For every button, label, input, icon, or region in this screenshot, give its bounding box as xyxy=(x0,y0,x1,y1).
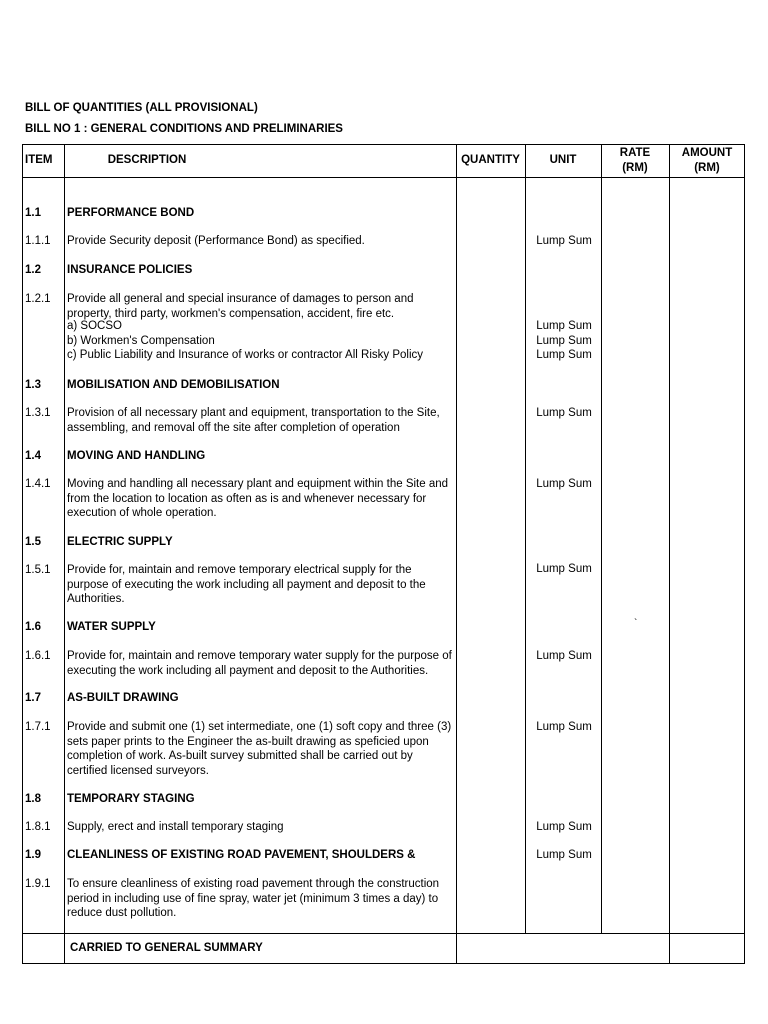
column-header-quantity: QUANTITY xyxy=(461,154,520,166)
item-description: To ensure cleanliness of existing road pavement through the construction period in including use of fine spray, water jet (minimum 3 times a day) to reduce dust pollution. xyxy=(67,878,440,919)
item-number: 1.4.1 xyxy=(25,478,51,490)
item-description: Provide for, maintain and remove temporary electrical supply for the purpose of executing the work including all payment and deposit to the Authorities. xyxy=(67,564,426,605)
item-number: 1.2 xyxy=(25,264,41,276)
section-heading: AS-BUILT DRAWING xyxy=(67,692,179,704)
footer-divider xyxy=(22,933,745,934)
section-heading: MOVING AND HANDLING xyxy=(67,450,206,462)
item-unit: Lump Sum xyxy=(536,320,592,332)
section-heading: ELECTRIC SUPPLY xyxy=(67,536,173,548)
rate-label: RATE xyxy=(619,147,651,159)
item-number: 1.1 xyxy=(25,207,41,219)
item-number: 1.2.1 xyxy=(25,293,51,305)
carried-to-summary-label: CARRIED TO GENERAL SUMMARY xyxy=(70,942,263,954)
col-divider-rate xyxy=(669,144,670,964)
item-number: 1.7 xyxy=(25,692,41,704)
item-description: Moving and handling all necessary plant and equipment within the Site and from the location to location as often as is and whenever necessary for execution of whole operation. xyxy=(67,478,449,519)
item-unit: Lump Sum xyxy=(536,821,592,833)
header-divider xyxy=(22,177,745,178)
column-header-unit: UNIT xyxy=(549,154,577,166)
item-unit: Lump Sum xyxy=(536,563,592,575)
item-description: Provide and submit one (1) set intermediate, one (1) soft copy and three (3) sets paper prints to the Engineer the as-built drawing as speficied upon completion of work. As-built survey submitted shall be carried out by certified licensed surveyors. xyxy=(67,721,452,777)
item-number: 1.3 xyxy=(25,379,41,391)
col-divider-quantity xyxy=(525,144,526,934)
rate-mark: ` xyxy=(634,618,638,629)
column-header-item: ITEM xyxy=(25,154,53,166)
item-subdescription: b) Workmen's Compensation xyxy=(67,335,215,347)
item-number: 1.4 xyxy=(25,450,41,462)
item-subdescription: a) SOCSO xyxy=(67,320,122,332)
item-number: 1.7.1 xyxy=(25,721,51,733)
section-heading: PERFORMANCE BOND xyxy=(67,207,195,219)
item-unit: Lump Sum xyxy=(536,349,592,361)
item-description: Provide for, maintain and remove temporary water supply for the purpose of executing the work including all payment and deposit to the Authorities. xyxy=(67,650,452,677)
column-header-amount xyxy=(669,146,745,176)
item-unit: Lump Sum xyxy=(536,335,592,347)
section-heading: CLEANLINESS OF EXISTING ROAD PAVEMENT, SHOULDERS & xyxy=(67,849,416,861)
item-number: 1.5 xyxy=(25,536,41,548)
item-number: 1.1.1 xyxy=(25,235,51,247)
item-unit: Lump Sum xyxy=(536,235,592,247)
section-heading: TEMPORARY STAGING xyxy=(67,793,195,805)
col-divider-unit xyxy=(601,144,602,934)
col-divider-description xyxy=(456,144,457,964)
item-number: 1.3.1 xyxy=(25,407,51,419)
item-number: 1.8.1 xyxy=(25,821,51,833)
item-number: 1.6.1 xyxy=(25,650,51,662)
amount-unit: (RM) xyxy=(694,162,720,174)
item-number: 1.6 xyxy=(25,621,41,633)
column-header-description: DESCRIPTION xyxy=(107,154,187,166)
item-number: 1.5.1 xyxy=(25,564,51,576)
col-divider-item xyxy=(64,144,65,964)
section-heading: INSURANCE POLICIES xyxy=(67,264,193,276)
rate-unit: (RM) xyxy=(622,162,648,174)
section-heading: MOBILISATION AND DEMOBILISATION xyxy=(67,379,280,391)
item-unit: Lump Sum xyxy=(536,478,592,490)
item-unit: Lump Sum xyxy=(536,721,592,733)
item-number: 1.9 xyxy=(25,849,41,861)
item-number: 1.9.1 xyxy=(25,878,51,890)
item-description: Provide Security deposit (Performance Bond) as specified. xyxy=(67,235,365,247)
item-unit: Lump Sum xyxy=(536,849,592,861)
item-description: Supply, erect and install temporary staging xyxy=(67,821,284,833)
item-description: Provision of all necessary plant and equipment, transportation to the Site, assembling, and removal off the site after completion of operation xyxy=(67,407,440,434)
item-unit: Lump Sum xyxy=(536,407,592,419)
amount-label: AMOUNT xyxy=(681,147,733,159)
item-unit: Lump Sum xyxy=(536,650,592,662)
section-heading: WATER SUPPLY xyxy=(67,621,156,633)
bill-subtitle: BILL NO 1 : GENERAL CONDITIONS AND PRELIMINARIES xyxy=(25,123,343,135)
item-subdescription: c) Public Liability and Insurance of works or contractor All Risky Policy xyxy=(67,349,424,361)
item-description: Provide all general and special insurance of damages to person and property, third party, workmen's compensation, accident, fire etc. xyxy=(67,293,414,320)
item-number: 1.8 xyxy=(25,793,41,805)
bill-title: BILL OF QUANTITIES (ALL PROVISIONAL) xyxy=(25,102,258,114)
column-header-rate xyxy=(601,146,669,176)
